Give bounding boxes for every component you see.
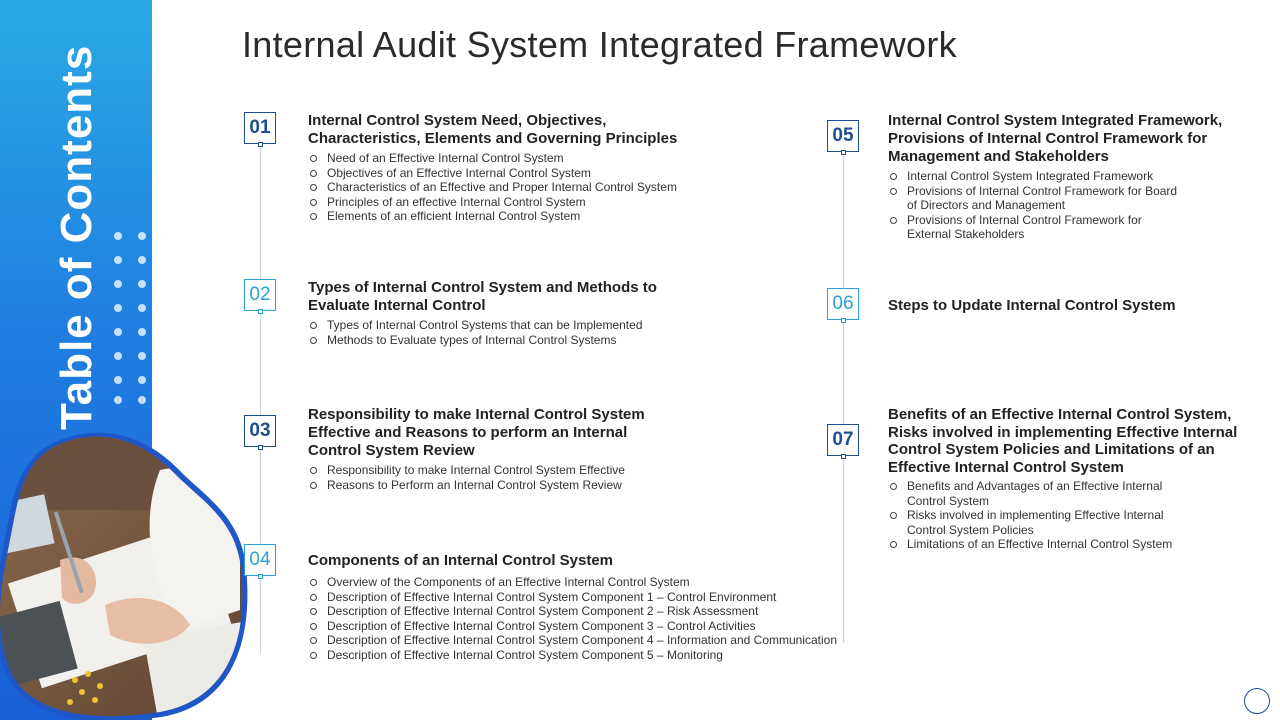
- list-item: Provisions of Internal Control Framework for Board of Directors and Management: [888, 184, 1187, 213]
- toc-section-03: [308, 406, 668, 492]
- section-number-badge: 01: [244, 112, 276, 144]
- list-item: Objectives of an Effective Internal Control System: [308, 166, 708, 181]
- photo-blob: [0, 430, 250, 720]
- list-item: Characteristics of an Effective and Proper Internal Control System: [308, 180, 708, 195]
- section-heading: Benefits of an Effective Internal Control System, Risks involved in implementing Effective Internal Control System Policies and Limitations of an Effective Internal Control System: [888, 406, 1238, 476]
- list-item: Internal Control System Integrated Framework: [888, 169, 1233, 184]
- circle-outline-icon: [1244, 688, 1270, 714]
- list-item: Risks involved in implementing Effective Internal Control System Policies: [888, 508, 1177, 537]
- section-heading: Components of an Internal Control System: [308, 552, 614, 569]
- section-heading: Internal Control System Need, Objectives, Characteristics, Elements and Governing Principles: [308, 112, 678, 147]
- list-item: Limitations of an Effective Internal Control System: [888, 537, 1238, 552]
- page-title: Internal Audit System Integrated Framework: [242, 24, 957, 65]
- list-item: Provisions of Internal Control Framework for External Stakeholders: [888, 213, 1167, 242]
- list-item: Description of Effective Internal Control System Component 2 – Risk Assessment: [308, 604, 848, 619]
- section-number-badge: 07: [827, 424, 859, 456]
- list-item: Description of Effective Internal Control System Component 5 – Monitoring: [308, 648, 848, 663]
- list-item: Elements of an efficient Internal Control System: [308, 209, 708, 224]
- vertical-title: Table of Contents: [52, 44, 101, 430]
- list-item: Principles of an effective Internal Control System: [308, 195, 708, 210]
- toc-section-04: [308, 552, 848, 662]
- list-item: Reasons to Perform an Internal Control System Review: [308, 478, 668, 493]
- section-heading: Steps to Update Internal Control System: [888, 297, 1176, 314]
- section-number-badge: 06: [827, 288, 859, 320]
- list-item: Types of Internal Control Systems that can be Implemented: [308, 318, 688, 333]
- list-item: Description of Effective Internal Control System Component 4 – Information and Communication: [308, 633, 848, 648]
- toc-section-02: [308, 279, 688, 347]
- section-number-badge: 03: [244, 415, 276, 447]
- list-item: Benefits and Advantages of an Effective Internal Control System: [888, 479, 1177, 508]
- list-item: Need of an Effective Internal Control System: [308, 151, 708, 166]
- section-number-badge: 02: [244, 279, 276, 311]
- list-item: Overview of the Components of an Effective Internal Control System: [308, 575, 848, 590]
- section-heading: Internal Control System Integrated Framework, Provisions of Internal Control Framework for Management and Stakeholders: [888, 112, 1223, 165]
- list-item: Description of Effective Internal Control System Component 3 – Control Activities: [308, 619, 848, 634]
- list-item: Description of Effective Internal Control System Component 1 – Control Environment: [308, 590, 848, 605]
- section-heading: Types of Internal Control System and Methods to Evaluate Internal Control: [308, 279, 657, 314]
- toc-section-01: [308, 112, 708, 224]
- toc-section-05: [888, 112, 1233, 242]
- list-item: Methods to Evaluate types of Internal Control Systems: [308, 333, 688, 348]
- dot-grid-icon: [114, 232, 154, 412]
- section-heading: Responsibility to make Internal Control System Effective and Reasons to perform an Internal Control System Review: [308, 406, 645, 459]
- toc-section-07: [888, 406, 1238, 552]
- list-item: Responsibility to make Internal Control System Effective: [308, 463, 668, 478]
- toc-section-06: [888, 297, 1233, 318]
- section-number-badge: 05: [827, 120, 859, 152]
- section-number-badge: 04: [244, 544, 276, 576]
